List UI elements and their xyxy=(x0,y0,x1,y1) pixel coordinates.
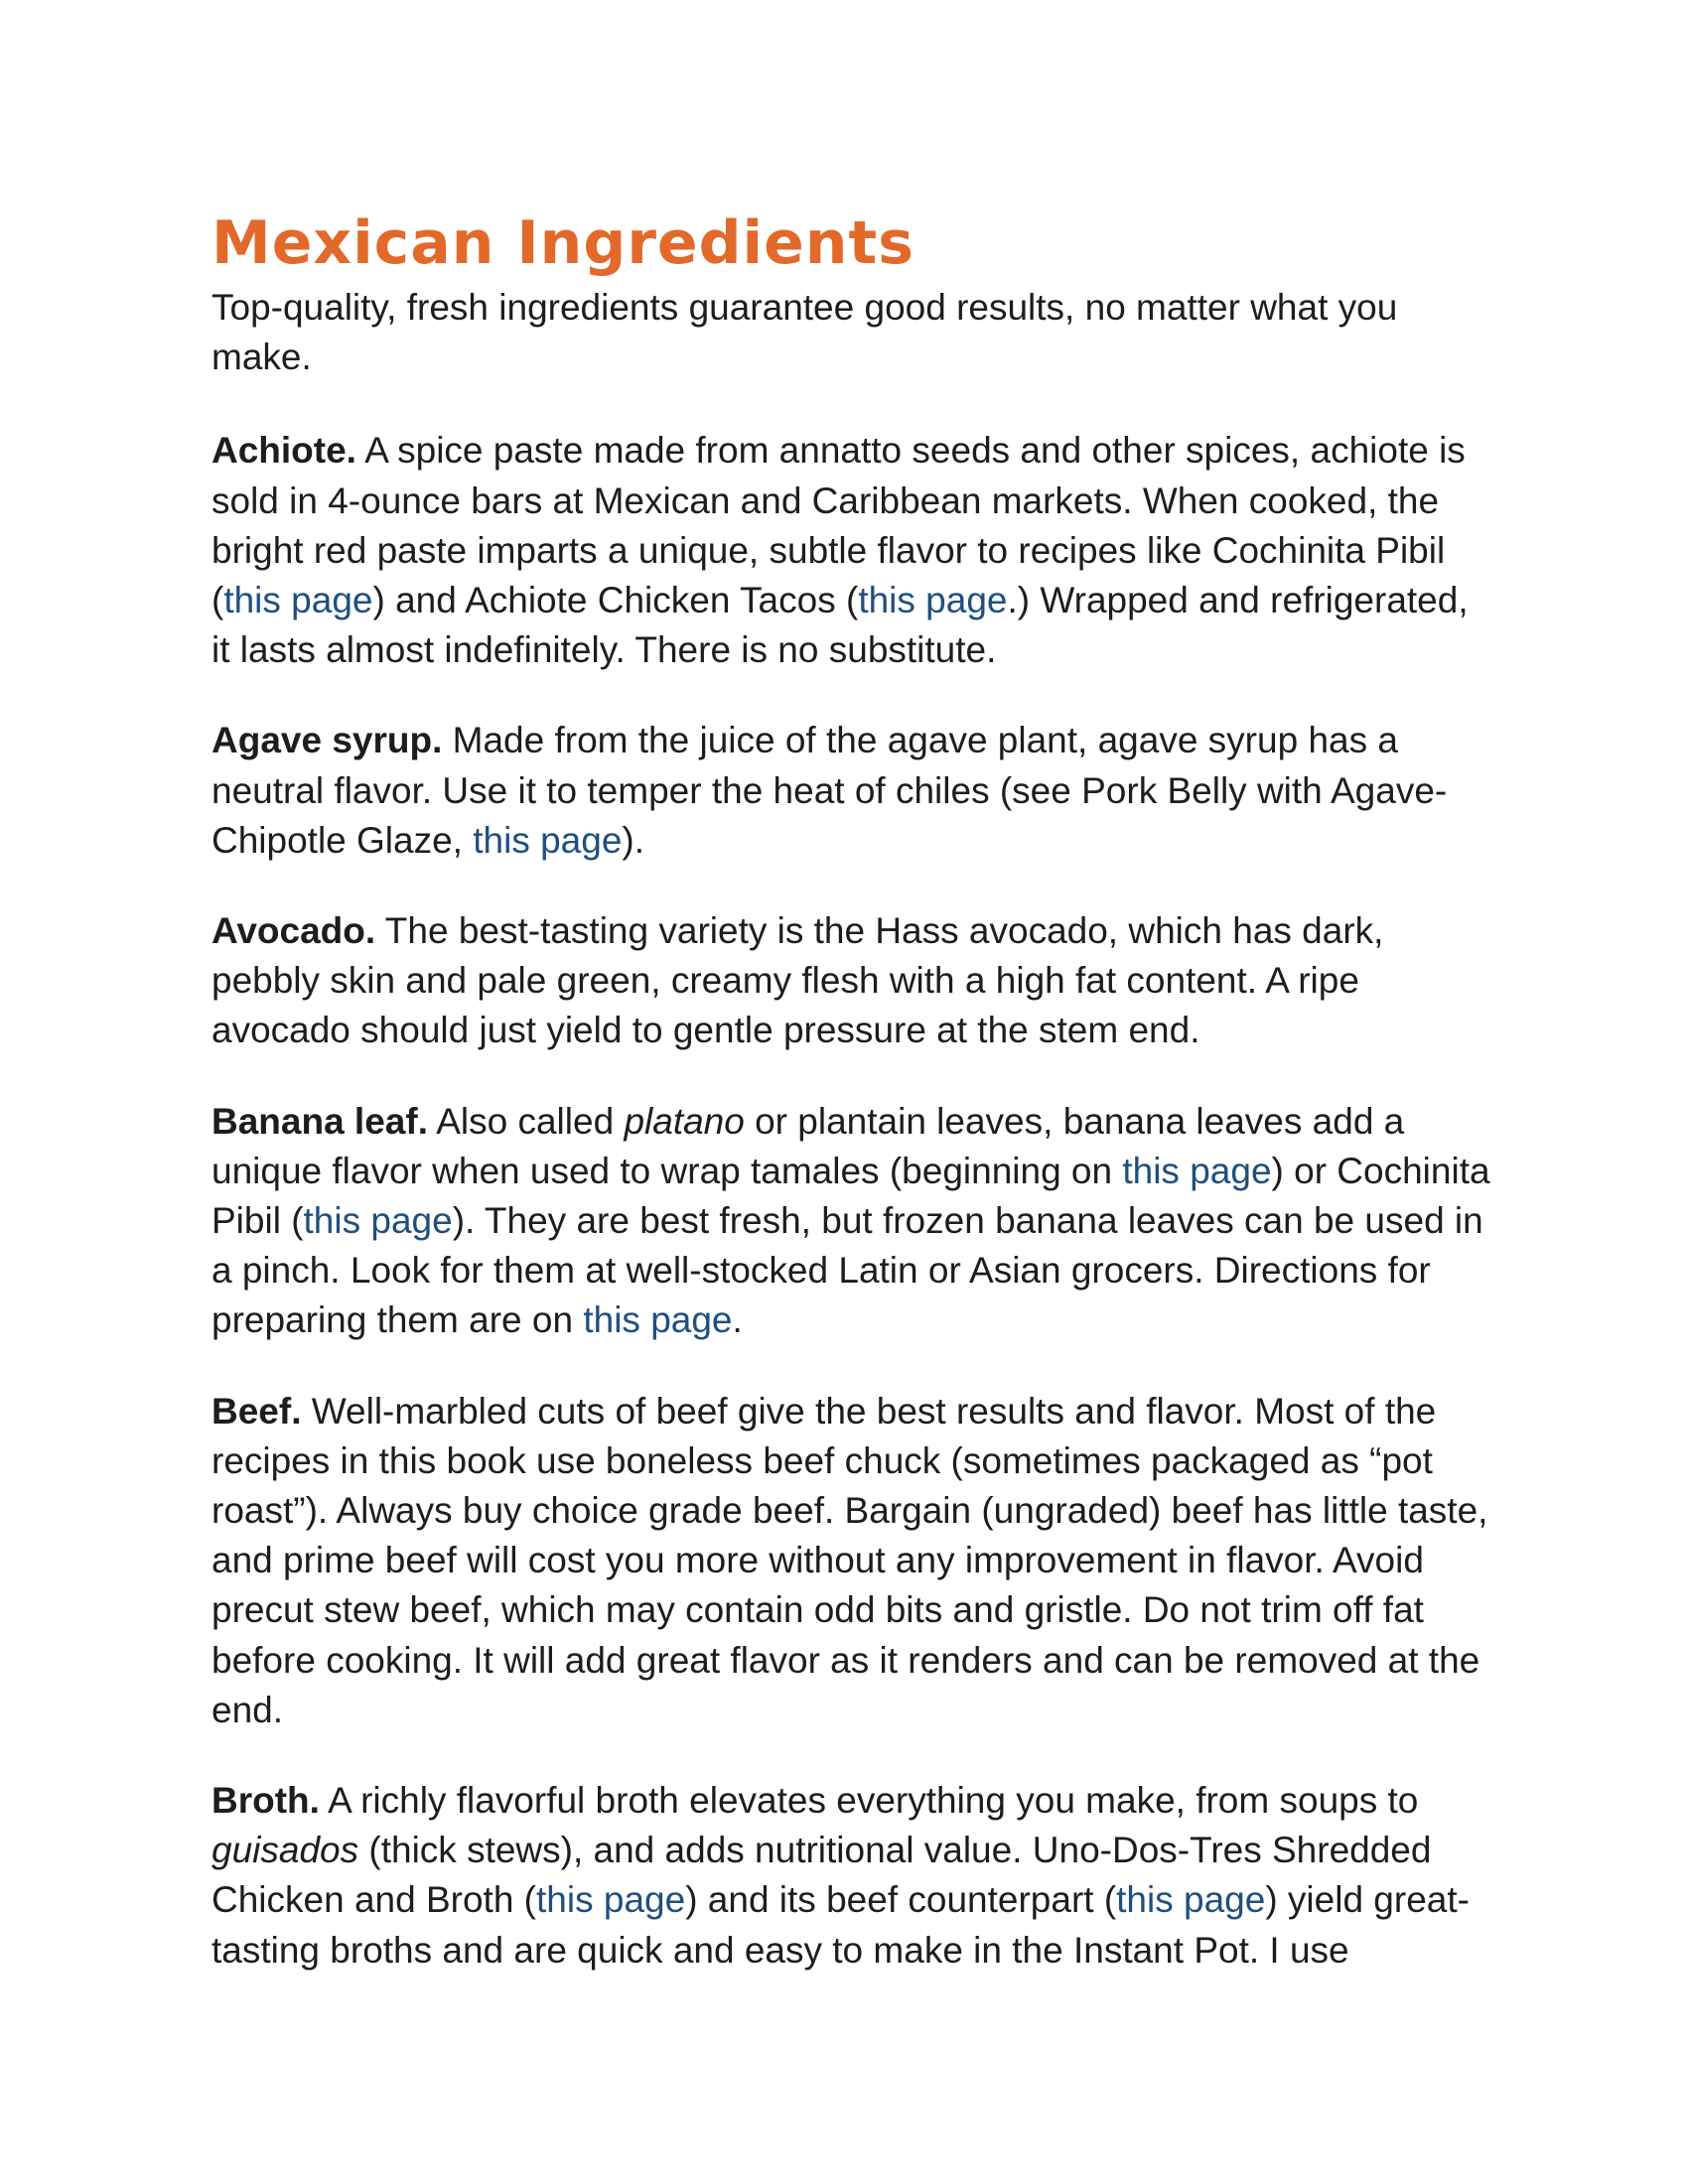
entry-text: or plantain leaves, banana leaves add a unique flavor when used to wrap tamales (beginning on xyxy=(211,1100,1405,1191)
entry-term: Achiote. xyxy=(211,430,356,472)
entry-text: ). xyxy=(622,819,645,861)
document-page xyxy=(211,204,1492,2016)
entry-text: . xyxy=(732,1299,743,1341)
entry-text: The best-tasting variety is the Hass avocado, which has dark, pebbly skin and pale green, creamy flesh with a high fat content. A ripe avocado should just yield to gentle pressure at the stem end. xyxy=(211,910,1384,1051)
entry-term: Beef. xyxy=(211,1390,302,1432)
entry-text: .) Wrapped and refrigerated, it lasts almost indefinitely. There is no substitute. xyxy=(211,580,1469,671)
entry-text: A spice paste made from annatto seeds and other spices, achiote is sold in 4-ounce bars at Mexican and Caribbean markets. When cooked, the bright red paste imparts a unique, subtle flavor to recipes like Cochinita Pibil ( xyxy=(211,430,1466,621)
intro-paragraph: Top-quality, fresh ingredients guarantee good results, no matter what you make. xyxy=(211,287,1398,378)
entry-text: Also called xyxy=(427,1100,625,1142)
page-link[interactable]: this page xyxy=(303,1200,453,1242)
page-link[interactable]: this page xyxy=(583,1299,733,1341)
entry-agave-syrup xyxy=(211,716,1492,866)
entry-achiote xyxy=(211,426,1492,675)
entry-term: Avocado. xyxy=(211,910,376,952)
page-title: Mexican Ingredients xyxy=(211,208,914,278)
entry-italic-text: platano xyxy=(624,1100,745,1142)
entry-text: ) yield great-tasting broths and are quick and easy to make in the Instant Pot. I use xyxy=(211,1879,1470,1971)
entry-text: ) and its beef counterpart ( xyxy=(685,1879,1117,1921)
entry-beef xyxy=(211,1387,1492,1735)
entry-term: Broth. xyxy=(211,1780,320,1822)
page-link[interactable]: this page xyxy=(858,580,1008,621)
entry-text: ) and Achiote Chicken Tacos ( xyxy=(372,580,859,621)
entry-text: Well-marbled cuts of beef give the best results and flavor. Most of the recipes in this book use boneless beef chuck (sometimes packaged as “pot roast”). Always buy choice grade beef. Bargain (ungraded) beef has little taste, and prime beef will cost you more without any improvement in flavor. Avoid precut stew beef, which may contain odd bits and gristle. Do not trim off fat before cooking. It will add great flavor as it renders and can be removed at the end. xyxy=(211,1390,1488,1730)
entry-banana-leaf xyxy=(211,1097,1492,1346)
page-link[interactable]: this page xyxy=(223,580,373,621)
entry-text: (thick stews), and adds nutritional value. Uno-Dos-Tres Shredded Chicken and Broth ( xyxy=(211,1830,1432,1921)
page-link[interactable]: this page xyxy=(473,819,623,861)
page-link[interactable]: this page xyxy=(536,1879,686,1921)
page-link[interactable]: this page xyxy=(1122,1150,1272,1191)
page-link[interactable]: this page xyxy=(1116,1879,1266,1921)
entry-italic-text: guisados xyxy=(211,1830,359,1871)
entry-text: A richly flavorful broth elevates everything you make, from soups to xyxy=(319,1780,1419,1822)
entry-broth xyxy=(211,1776,1492,1976)
entry-text: ) or Cochinita Pibil ( xyxy=(211,1150,1490,1242)
entry-term: Agave syrup. xyxy=(211,720,443,761)
entry-avocado xyxy=(211,906,1492,1056)
entry-text: ). They are best fresh, but frozen banana leaves can be used in a pinch. Look for them at well-stocked Latin or Asian grocers. Directions for preparing them are on xyxy=(211,1200,1483,1341)
entry-term: Banana leaf. xyxy=(211,1100,428,1142)
entry-text: Made from the juice of the agave plant, agave syrup has a neutral flavor. Use it to temper the heat of chiles (see Pork Belly with Agave-Chipotle Glaze, xyxy=(211,720,1448,861)
